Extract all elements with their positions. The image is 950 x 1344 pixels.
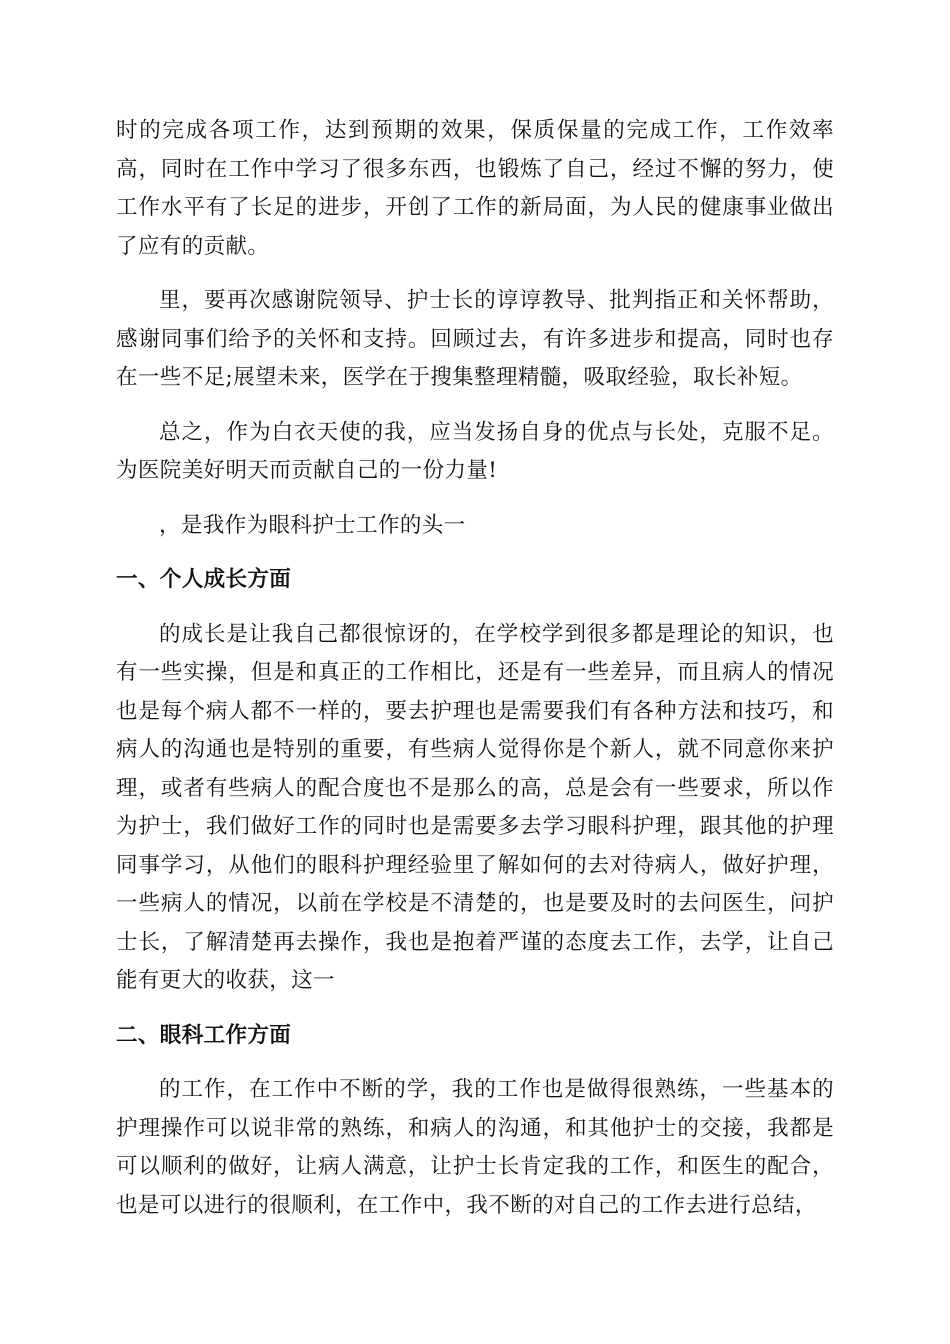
document-page — [116, 112, 834, 1241]
section-heading-ophthalmology-work: 二、眼科工作方面 — [116, 1022, 292, 1048]
paragraph-2: 里，要再次感谢院领导、护士长的谆谆教导、批判指正和关怀帮助，感谢同事们给予的关怀和支持。回顾过去，有许多进步和提高，同时也存在一些不足;展望未来，医学在于搜集整理精髓，吸取经验，取长补短。 — [116, 288, 834, 390]
paragraph-4: ，是我作为眼科护士工作的头一 — [159, 512, 466, 538]
paragraph-5: 的成长是让我自己都很惊讶的，在学校学到很多都是理论的知识，也有一些实操，但是和真正的工作相比，还是有一些差异，而且病人的情况也是每个病人都不一样的，要去护理也是需要我们有各种方法和技巧，和病人的沟通也是特别的重要，有些病人觉得你是个新人，就不同意你来护理，或者有些病人的配合度也不是那么的高，总是会有一些要求，所以作为护士，我们做好工作的同时也是需要多去学习眼科护理，跟其他的护理同事学习，从他们的眼科护理经验里了解如何的去对待病人，做好护理，一些病人的情况，以前在学校是不清楚的，也是要及时的去问医生，问护士长，了解清楚再去操作，我也是抱着严谨的态度去工作，去学，让自己能有更大的收获，这一 — [116, 621, 834, 993]
paragraph-1: 时的完成各项工作，达到预期的效果，保质保量的完成工作，工作效率高，同时在工作中学习了很多东西，也锻炼了自己，经过不懈的努力，使工作水平有了长足的进步，开创了工作的新局面，为人民的健康事业做出了应有的贡献。 — [116, 118, 834, 259]
section-heading-personal-growth: 一、个人成长方面 — [116, 567, 292, 592]
paragraph-6: 的工作，在工作中不断的学，我的工作也是做得很熟练，一些基本的护理操作可以说非常的熟练，和病人的沟通，和其他护士的交接，我都是可以顺利的做好，让病人满意，让护士长肯定我的工作，和医生的配合，也是可以进行的很顺利，在工作中，我不断的对自己的工作去进行总结， — [116, 1077, 834, 1218]
paragraph-3: 总之，作为白衣天使的我，应当发扬自身的优点与长处，克服不足。为医院美好明天而贡献自己的一份力量! — [116, 419, 834, 483]
